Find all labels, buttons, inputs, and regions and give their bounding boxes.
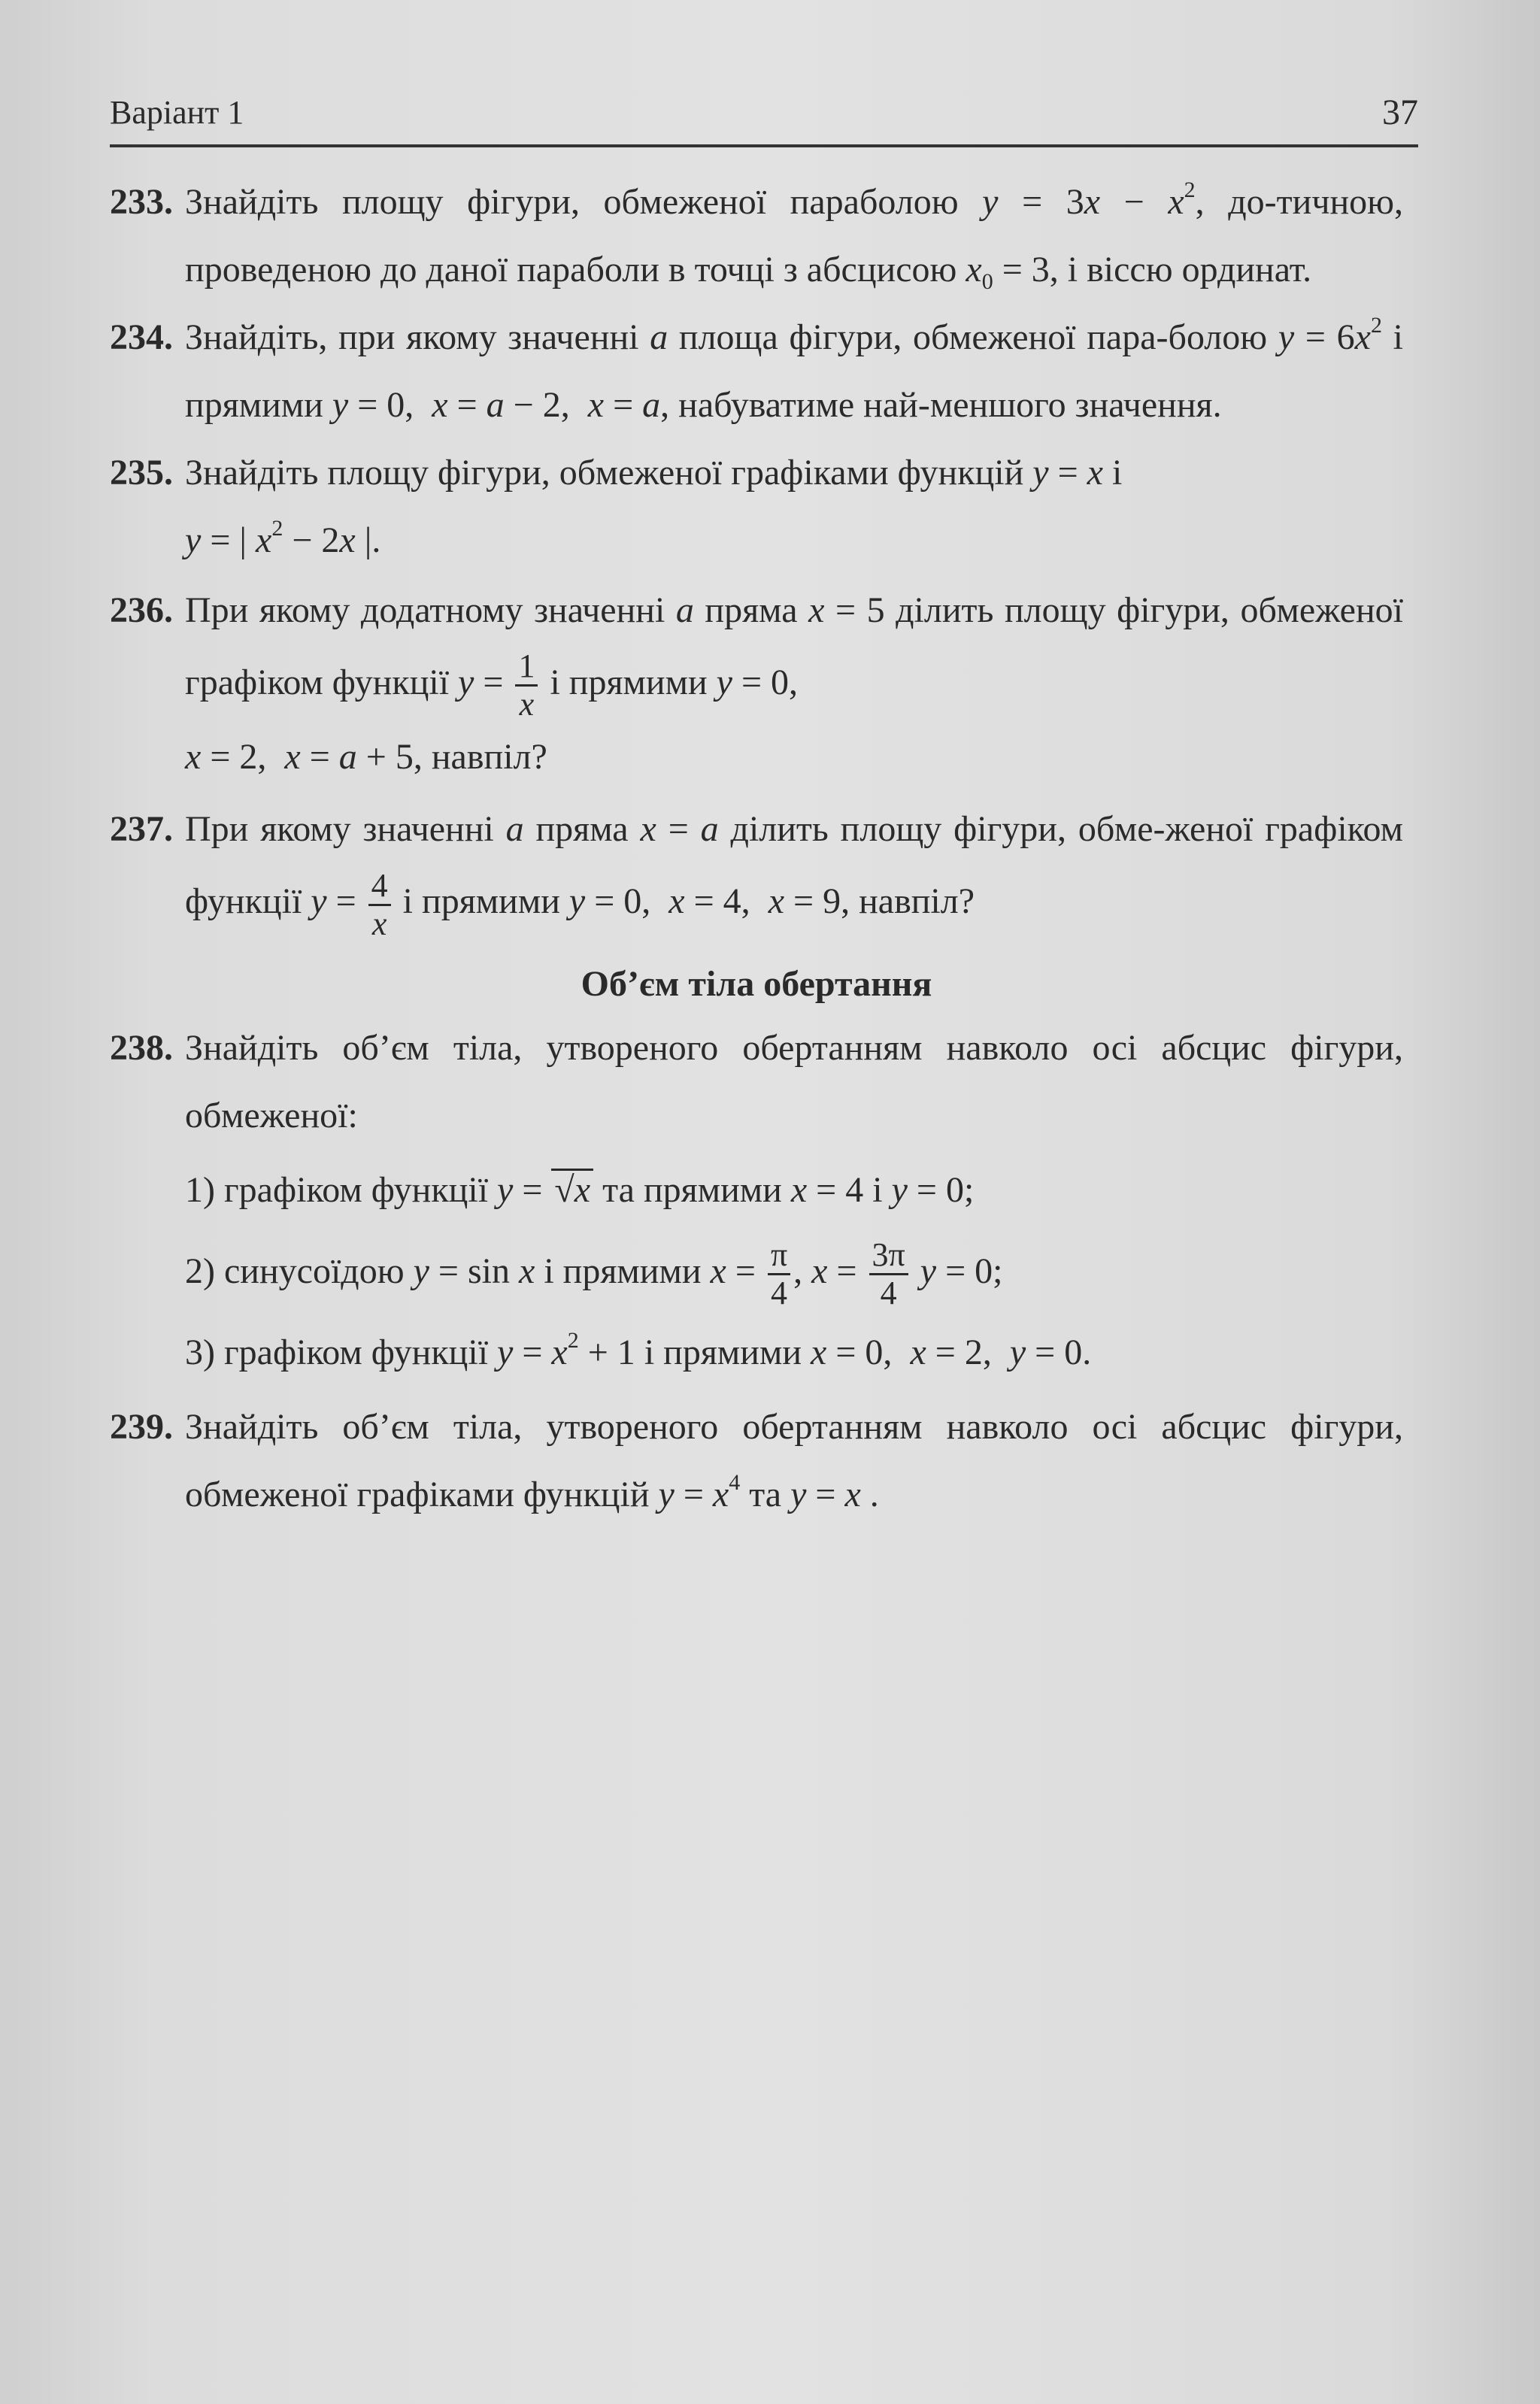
problem-238-item-1: 1) графіком функції y = √x та прямими x = 4 і y = 0; [185, 1169, 975, 1210]
problem-number: 237. [110, 809, 173, 850]
problem-238-item-2: 2) синусоїдою y = sin x і прямими x = $\frac{\pi}{4}$ , x = $\frac{3\pi}{4}$ y = 0; [185, 1236, 1003, 1312]
blank-page-area [0, 1850, 1540, 2376]
problem-233: 233. Знайдіть площу фігури, обмеженої параболою $y = 3x - x^2$, до-тичною, проведеною до даної параболи в точці з абсцисою $x_0 = 3$, і віссю ординат. [110, 168, 1403, 304]
page-header [110, 89, 1418, 147]
problem-238-item-3: 3) графіком функції $y = x^2 + 1$ і прямими x = 0, x = 2, y = 0. [185, 1327, 1092, 1372]
sqrt: √x [551, 1169, 593, 1211]
problem-number: 233. [110, 182, 173, 222]
problem-237: 237. При якому значенні a пряма x = a ділить площу фігури, обме-женої графіком функції y = $\frac{4}{x}$ і прямими y = 0, x = 4, x = 9, навпіл? [110, 793, 1403, 940]
problems-list [110, 168, 1403, 1529]
fraction: $\frac{\pi}{4}$ [768, 1238, 790, 1310]
variant-label: Варіант 1 [110, 94, 244, 131]
problem-239: 239. Знайдіть об’єм тіла, утвореного обертанням навколо осі абсцис фігури, обмеженої графіками функцій $y = x^4$ та y = x . [110, 1393, 1403, 1529]
section-title: Об’єм тіла обертання [581, 963, 932, 1004]
problem-number: 236. [110, 590, 173, 630]
formula: y [982, 182, 999, 222]
problem-number: 235. [110, 453, 173, 493]
problem-235: 235. Знайдіть площу фігури, обмеженої графіками функцій y = x і y = | $x^2 - 2x$ |. [110, 439, 1403, 574]
problem-number: 239. [110, 1406, 173, 1447]
page-number: 37 [1382, 92, 1418, 132]
problem-number: 238. [110, 1027, 173, 1068]
problem-238: 238. Знайдіть об’єм тіла, утвореного обертанням навколо осі абсцис фігури, обмеженої: [110, 1014, 1403, 1150]
problem-234: 234. Знайдіть, при якому значенні a площа фігури, обмеженої пара-болою $y = 6x^2$ і прямими y = 0, x = a − 2, x = a, набуватиме най-меншого значення. [110, 304, 1403, 439]
fraction: $\frac{4}{x}$ [368, 869, 391, 941]
fraction: $\frac{1}{x}$ [515, 650, 538, 721]
problem-number: 234. [110, 317, 173, 357]
fraction: $\frac{3\pi}{4}$ [869, 1238, 908, 1310]
problem-236: 236. При якому додатному значенні a пряма x = 5 ділить площу фігури, обмеженої графіком функції y = $\frac{1}{x}$ і прямими y = 0, x = 2, x = a + 5, навпіл? [110, 574, 1403, 793]
